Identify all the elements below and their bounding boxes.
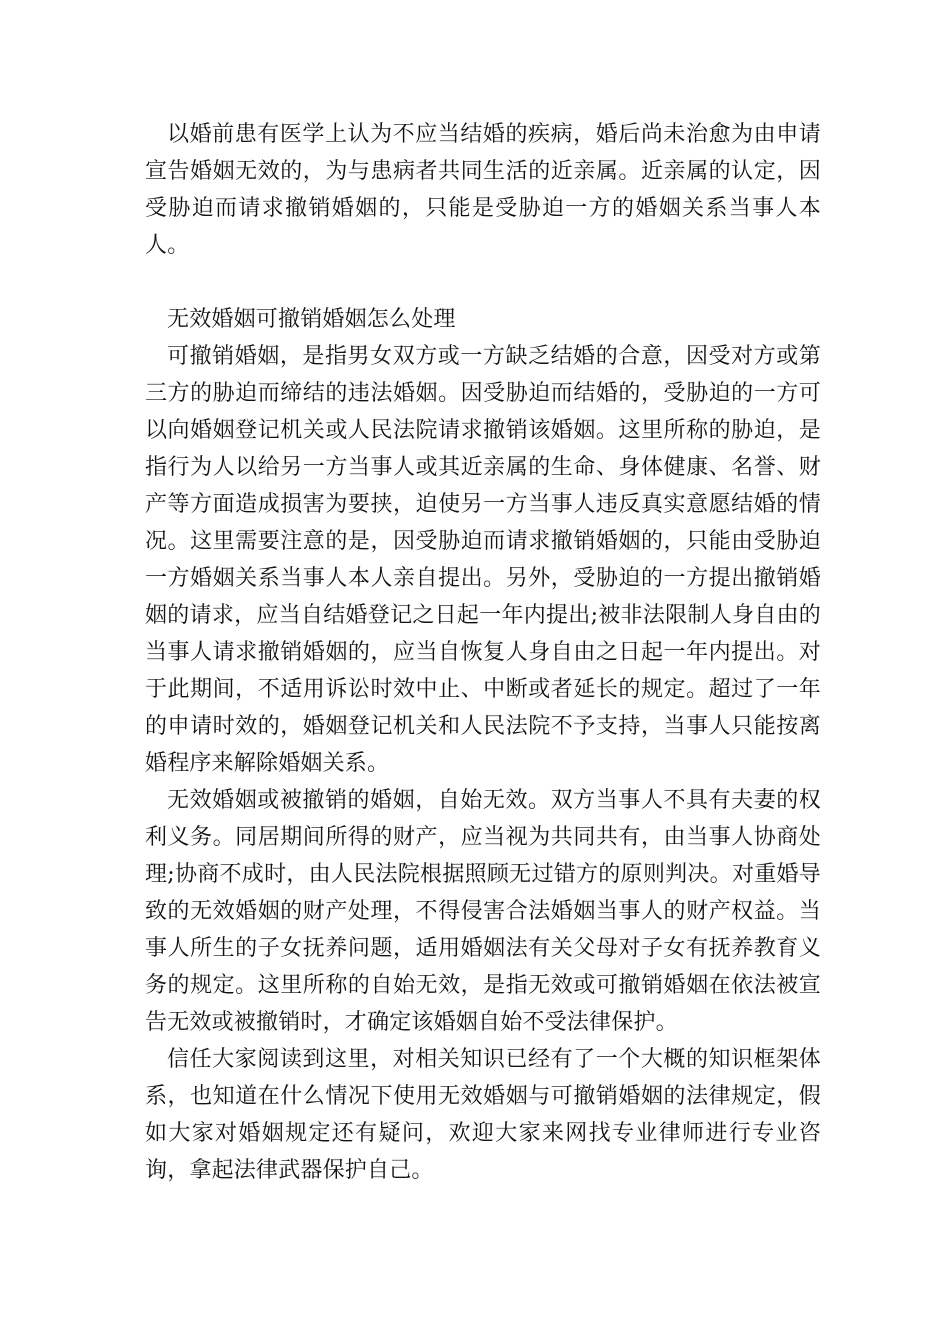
document-body <box>145 116 821 1189</box>
paragraph-revocable-marriage: 可撤销婚姻，是指男女双方或一方缺乏结婚的合意，因受对方或第三方的胁迫而缔结的违法婚姻。因受胁迫而结婚的，受胁迫的一方可以向婚姻登记机关或人民法院请求撤销该婚姻。这里所称的胁迫，是指行为人以给另一方当事人或其近亲属的生命、身体健康、名誉、财产等方面造成损害为要挟，迫使另一方当事人违反真实意愿结婚的情况。这里需要注意的是，因受胁迫而请求撤销婚姻的，只能由受胁迫一方婚姻关系当事人本人亲自提出。另外，受胁迫的一方提出撤销婚姻的请求，应当自结婚登记之日起一年内提出;被非法限制人身自由的当事人请求撤销婚姻的，应当自恢复人身自由之日起一年内提出。对于此期间，不适用诉讼时效中止、中断或者延长的规定。超过了一年的申请时效的，婚姻登记机关和人民法院不予支持，当事人只能按离婚程序来解除婚姻关系。 <box>145 344 821 776</box>
section-heading: 无效婚姻可撤销婚姻怎么处理 <box>167 307 456 332</box>
paragraph-spacer <box>145 264 821 301</box>
paragraph-closing: 信任大家阅读到这里，对相关知识已经有了一个大概的知识框架体系，也知道在什么情况下使用无效婚姻与可撤销婚姻的法律规定，假如大家对婚姻规定还有疑问，欢迎大家来网找专业律师进行专业咨询，拿起法律武器保护自己。 <box>145 1047 821 1183</box>
paragraph-intro: 以婚前患有医学上认为不应当结婚的疾病，婚后尚未治愈为由申请宣告婚姻无效的，为与患病者共同生活的近亲属。近亲属的认定，因受胁迫而请求撤销婚姻的，只能是受胁迫一方的婚姻关系当事人本人。 <box>145 122 821 258</box>
paragraph-invalid-effects: 无效婚姻或被撤销的婚姻，自始无效。双方当事人不具有夫妻的权利义务。同居期间所得的财产，应当视为共同共有，由当事人协商处理;协商不成时，由人民法院根据照顾无过错方的原则判决。对重婚导致的无效婚姻的财产处理，不得侵害合法婚姻当事人的财产权益。当事人所生的子女抚养问题，适用婚姻法有关父母对子女有抚养教育义务的规定。这里所称的自始无效，是指无效或可撤销婚姻在依法被宣告无效或被撤销时，才确定该婚姻自始不受法律保护。 <box>145 788 821 1035</box>
